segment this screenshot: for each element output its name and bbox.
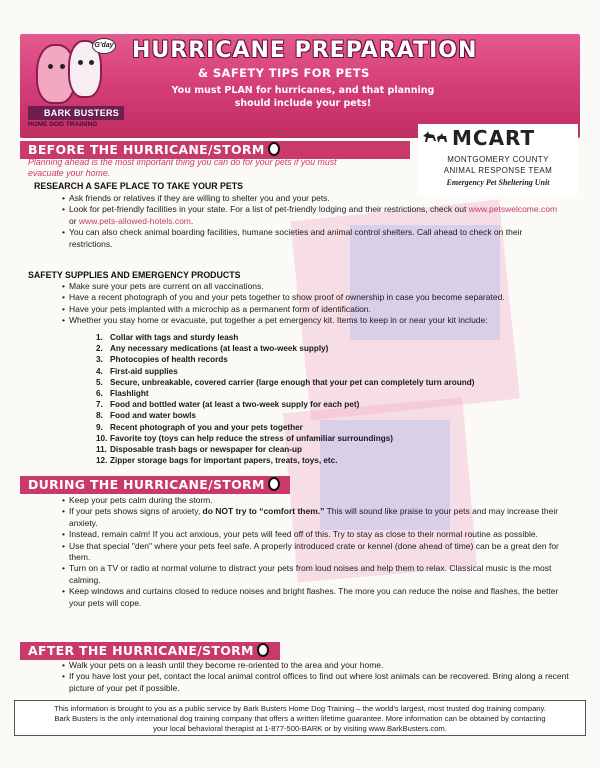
kit-item: 2. Any necessary medications (at least a two-week supply): [96, 344, 329, 354]
kit-item: 3. Photocopies of health records: [96, 355, 228, 365]
list-item: • Have a recent photograph of you and your pets together to show proof of ownership in case you become separated.: [62, 292, 572, 303]
list-item: • Whether you stay home or evacuate, put together a pet emergency kit. Items to keep in or near your kit include:: [62, 315, 572, 326]
bark-busters-logo: [24, 34, 128, 134]
list-item: • Walk your pets on a leash until they become re-oriented to the area and your home.: [62, 660, 572, 671]
list-item: • Turn on a TV or radio at normal volume to distract your pets from loud noises and help them to relax. Classical music is the most calming.: [62, 563, 572, 586]
kit-item: 4. First-aid supplies: [96, 366, 178, 376]
section-heading-during-text: DURING THE HURRICANE/STORM: [28, 477, 265, 492]
section-heading-after-text: AFTER THE HURRICANE/STORM: [28, 643, 254, 658]
mcart-name-line2: ANIMAL RESPONSE TEAM: [443, 166, 553, 175]
pets-allowed-hotels-link[interactable]: www.pets-allowed-hotels.com: [78, 215, 191, 226]
header-tagline: You must PLAN for hurricanes, and that planning should include your pets!: [171, 85, 435, 109]
mcart-logo-block: [418, 124, 578, 196]
kit-item: 12. Zipper storage bags for important papers, treats, toys, etc.: [96, 456, 338, 466]
kit-item: 11. Disposable trash bags or newspaper for clean-up: [96, 445, 302, 455]
petswelcome-link[interactable]: www.petswelcome.com: [468, 204, 558, 215]
research-list: [62, 193, 562, 250]
section-heading-after: [20, 642, 280, 660]
kit-item: 6. Flashlight: [96, 389, 149, 399]
list-item: • Have your pets implanted with a microchip as a permanent form of identification.: [62, 304, 572, 315]
kit-item: 1. Collar with tags and sturdy leash: [96, 333, 239, 342]
logo-name: BARK BUSTERS: [28, 106, 124, 120]
kit-item: 5. Secure, unbreakable, covered carrier (large enough that your pet can completely turn around): [96, 377, 475, 387]
hurricane-icon: [268, 142, 280, 156]
after-list: [62, 660, 572, 694]
emergency-kit-list: [96, 332, 516, 466]
kit-item: 9. Recent photograph of you and your pets together: [96, 422, 303, 432]
footer-notice: [14, 700, 586, 736]
mcart-wordmark: MCART: [452, 126, 536, 150]
mcart-name: [418, 154, 578, 176]
mcart-name-line1: MONTGOMERY COUNTY: [447, 155, 549, 164]
planning-note: Planning ahead is the most important thing you can do for your pets if you must evacuate your home.: [28, 157, 337, 178]
list-item: • If you have lost your pet, contact the local animal control offices to find out where lost animals can be recovered. Bring along a recent picture of your pet if possible.: [62, 671, 572, 694]
section-heading-during: [20, 476, 290, 494]
footer-line2: Bark Busters is the only international dog training company that offers a written lifetime guarantee. More information can be obtained by contacting: [54, 714, 546, 723]
footer-line3: your local behavioral therapist at 1-877-500-BARK or by visiting www.BarkBusters.com.: [153, 724, 447, 733]
list-item: • Instead, remain calm! If you act anxious, your pets will feed off of this. Try to stay as close to their normal routine as possible.: [62, 529, 572, 540]
kit-item: 7. Food and bottled water (at least a two-week supply for each pet): [96, 400, 360, 410]
gday-speech-bubble: G'day: [92, 38, 116, 54]
list-item: • You can also check animal boarding facilities, humane societies and animal control shelters. Call ahead to check on their restrictions.: [62, 227, 562, 250]
footer-line1: This information is brought to you as a public service by Bark Busters Home Dog Training – the world's largest, most trusted dog training company.: [54, 704, 546, 713]
list-item: • Use that special "den" where your pets feel safe. A properly introduced crate or kennel (done ahead of time) can be a great den for them.: [62, 541, 572, 564]
animals-silhouette-icon: [422, 130, 448, 144]
list-item: • Keep your pets calm during the storm.: [62, 495, 572, 506]
list-item: • Ask friends or relatives if they are willing to shelter you and your pets.: [62, 193, 562, 204]
hurricane-icon: [268, 477, 280, 491]
during-list: [62, 495, 572, 609]
research-heading: RESEARCH A SAFE PLACE TO TAKE YOUR PETS: [34, 181, 244, 191]
supplies-list: [62, 281, 572, 327]
kit-item: 8. Food and water bowls: [96, 411, 196, 421]
kit-item: 10. Favorite toy (toys can help reduce the stress of unfamiliar surroundings): [96, 433, 393, 443]
hurricane-icon: [257, 643, 269, 657]
section-heading-before-text: BEFORE THE HURRICANE/STORM: [28, 142, 265, 157]
page-title: HURRICANE PREPARATION: [132, 38, 478, 63]
list-item: • Keep windows and curtains closed to reduce noises and bright flashes. The more you can reduce the noise and flashes, the better your pets will cope.: [62, 586, 572, 609]
list-item: • Make sure your pets are current on all vaccinations.: [62, 281, 572, 292]
supplies-heading: SAFETY SUPPLIES AND EMERGENCY PRODUCTS: [28, 270, 241, 280]
logo-subtitle: HOME DOG TRAINING: [28, 121, 98, 128]
page-subtitle: & SAFETY TIPS FOR PETS: [198, 66, 370, 80]
list-item: • If your pets shows signs of anxiety, do NOT try to “comfort them.” This will sound like praise to your pets and may increase their anxiety.: [62, 506, 572, 529]
mcart-unit: Emergency Pet Sheltering Unit: [446, 178, 550, 187]
list-item: • Look for pet-friendly facilities in your state. For a list of pet-friendly lodging and their restrictions, check out www.petswelcome.com or www.pets-allowed-hotels.com.: [62, 204, 562, 227]
